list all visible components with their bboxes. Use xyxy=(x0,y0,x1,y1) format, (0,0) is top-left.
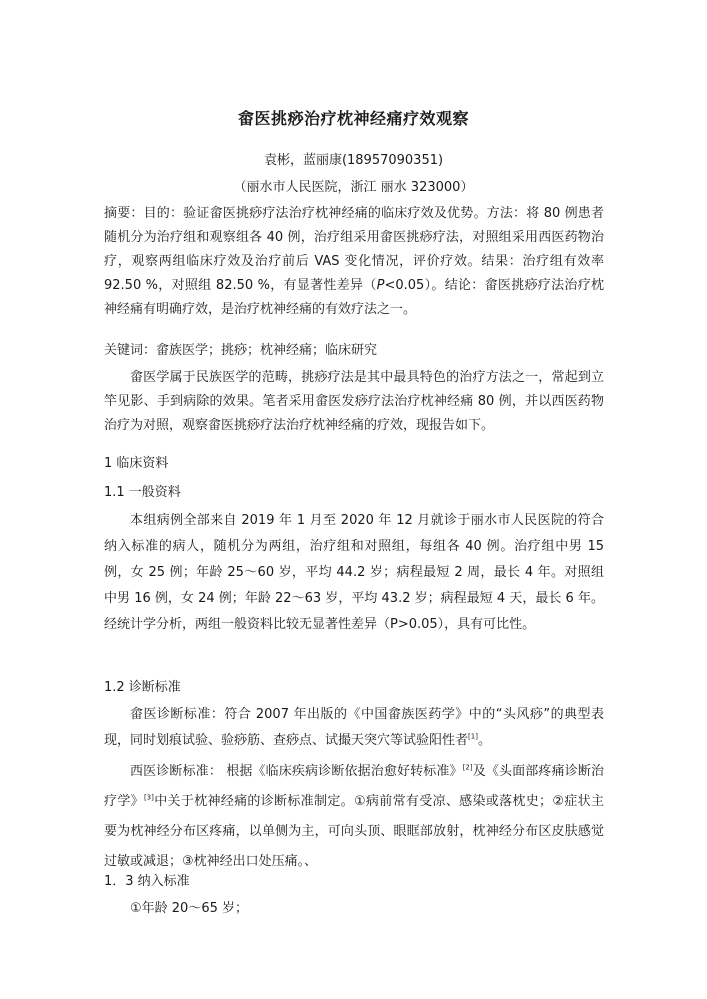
abstract-text: 目的：验证畲医挑痧疗法治疗枕神经痛的临床疗效及优势。方法：将 80 例患者随机分为治疗组和观察组各 40 例，治疗组采用畲医挑痧疗法，对照组采用西医药物治疗，观察两组临床疗效及治疗前后 VAS 变化情况，评价疗效。结果：治疗组有效率 92.50 %，对照组 82.50 %，有显著性差异（ xyxy=(104,206,604,293)
abstract-paragraph xyxy=(104,202,604,322)
section-heading-inclusion: 1．3 纳入标准 xyxy=(104,874,190,889)
intro-text: 畲医学属于民族医学的范畴，挑痧疗法是其中最具特色的治疗方法之一，常起到立竿见影、手到病除的效果。笔者采用畲医发痧疗法治疗枕神经痛 80 例，并以西医药物治疗为对照，观察畲医挑痧疗法治疗枕神经痛的疗效，现报告如下。 xyxy=(104,370,604,433)
abstract-text-end: <0.05）。结论：畲医挑痧疗法治疗枕神经痛有明确疗效，是治疗枕神经痛的有效疗法之一。 xyxy=(104,278,604,317)
inclusion-criterion-1: ①年龄 20～65 岁； xyxy=(130,901,249,916)
abstract-label: 摘要： xyxy=(104,206,144,221)
section-heading-clinical-data: 1 临床资料 xyxy=(104,456,169,471)
western-diagnosis-text xyxy=(104,757,604,877)
keywords-text: 畲族医学；挑痧；枕神经痛；临床研究 xyxy=(156,343,378,358)
she-diagnosis-paragraph xyxy=(104,702,604,754)
general-data-text: 本组病例全部来自 2019 年 1 月至 2020 年 12 月就诊于丽水市人民医院的符合纳入标准的病人，随机分为两组，治疗组和对照组，每组各 40 例。治疗组中男 15 例，女 25 例；年龄 25～60 岁，平均 44.2 岁；病程最短 2 周，最长 4 年。对照组中男 16 例，女 24 例；年龄 22～63 岁，平均 43.2 岁；病程最短 4 天，最长 6 年。经统计学分析，两组一般资料比较无显著性差异（P>0.05），具有可比性。 xyxy=(104,513,604,632)
she-diagnosis-end: 。 xyxy=(477,733,491,748)
paper-title: 畲医挑痧治疗枕神经痛疗效观察 xyxy=(237,109,469,128)
western-diagnosis-c: 中关于枕神经痛的诊断标准制定。①病前常有受凉、感染或落枕史；②症状主要为枕神经分布区疼痛，以单侧为主，可向头顶、眼眶部放射，枕神经分布区皮肤感觉过敏或减退；③枕神经出口处压痛。、 xyxy=(104,794,604,869)
reference-3: [3] xyxy=(143,793,154,802)
she-diagnosis-text xyxy=(104,702,604,754)
affiliation-line: （丽水市人民医院，浙江 丽水 323000） xyxy=(233,180,474,195)
section-heading-general-data: 1.1 一般资料 xyxy=(104,485,181,500)
reference-2: [2] xyxy=(462,763,473,772)
authors-line: 袁彬，蓝丽康(18957090351) xyxy=(263,153,444,168)
abstract-p-symbol: P xyxy=(376,278,385,293)
intro-paragraph xyxy=(104,366,604,438)
keywords-line xyxy=(104,339,604,363)
western-diagnosis-a: 西医诊断标准： 根据《临床疾病诊断依据治愈好转标准》 xyxy=(130,764,463,779)
western-diagnosis-b: 及《头面部疼痛诊断治疗学》 xyxy=(104,764,604,809)
she-diagnosis-body: 畲医诊断标准：符合 2007 年出版的《中国畲族医药学》中的“头风痧”的典型表现，同时划痕试验、验痧筋、查痧点、试撮天突穴等试验阳性者 xyxy=(104,707,604,748)
western-diagnosis-paragraph xyxy=(104,757,604,877)
reference-1: [1] xyxy=(468,732,478,741)
keywords-label: 关键词： xyxy=(104,343,157,358)
general-data-paragraph xyxy=(104,508,604,638)
section-heading-diagnosis: 1.2 诊断标准 xyxy=(104,680,181,695)
